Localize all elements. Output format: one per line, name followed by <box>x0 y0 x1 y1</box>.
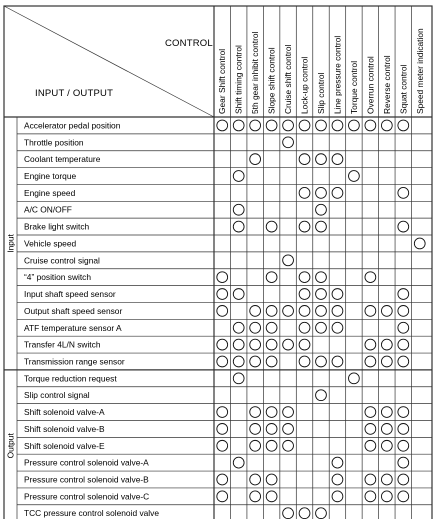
mark-circle <box>266 120 277 131</box>
column-header: Overrun control <box>365 56 376 114</box>
mark-circle <box>381 491 392 502</box>
mark-circle <box>365 120 376 131</box>
mark-circle <box>283 339 294 350</box>
mark-circle <box>283 440 294 451</box>
section-label: Output <box>5 433 16 459</box>
mark-circle <box>299 305 310 316</box>
mark-circle <box>299 508 310 519</box>
mark-circle <box>217 120 228 131</box>
column-header: Slip control <box>315 72 326 114</box>
mark-circle <box>316 322 327 333</box>
mark-circle <box>398 491 409 502</box>
mark-circle <box>365 491 376 502</box>
mark-circle <box>299 272 310 283</box>
mark-circle <box>349 171 360 182</box>
mark-circle <box>332 474 343 485</box>
mark-circle <box>365 339 376 350</box>
mark-circle <box>266 272 277 283</box>
row-label: Accelerator pedal position <box>24 120 121 131</box>
row-label: Transmission range sensor <box>24 356 125 367</box>
mark-circle <box>398 322 409 333</box>
row-label: Brake light switch <box>24 221 90 232</box>
mark-circle <box>398 221 409 232</box>
mark-circle <box>266 221 277 232</box>
mark-circle <box>283 137 294 148</box>
mark-circle <box>332 356 343 367</box>
mark-circle <box>381 474 392 485</box>
mark-circle <box>316 204 327 215</box>
row-label: Coolant temperature <box>24 154 101 165</box>
mark-circle <box>365 440 376 451</box>
column-header: Lock-up control <box>299 56 310 114</box>
mark-circle <box>233 171 244 182</box>
mark-circle <box>217 289 228 300</box>
control-header-label: CONTROL <box>165 38 213 49</box>
mark-circle <box>283 508 294 519</box>
mark-circle <box>316 154 327 165</box>
column-header: Line pressure control <box>332 35 343 114</box>
column-header: Speed meter indication <box>414 28 425 114</box>
mark-circle <box>299 339 310 350</box>
mark-circle <box>283 407 294 418</box>
mark-circle <box>365 474 376 485</box>
mark-circle <box>299 289 310 300</box>
mark-circle <box>217 272 228 283</box>
mark-circle <box>217 356 228 367</box>
mark-circle <box>250 305 261 316</box>
mark-circle <box>349 373 360 384</box>
mark-circle <box>217 424 228 435</box>
mark-circle <box>233 339 244 350</box>
mark-circle <box>217 339 228 350</box>
mark-circle <box>250 339 261 350</box>
row-label: Vehicle speed <box>24 238 77 249</box>
mark-circle <box>398 339 409 350</box>
row-label: Pressure control solenoid valve-B <box>24 474 149 485</box>
mark-circle <box>250 120 261 131</box>
mark-circle <box>250 356 261 367</box>
mark-circle <box>266 474 277 485</box>
mark-circle <box>316 272 327 283</box>
mark-circle <box>266 356 277 367</box>
column-header: 5th gear inhibit control <box>250 31 261 114</box>
row-label: ATF temperature sensor A <box>24 322 122 333</box>
mark-circle <box>250 491 261 502</box>
mark-circle <box>233 221 244 232</box>
mark-circle <box>332 322 343 333</box>
row-label: Shift solenoid valve-B <box>24 423 105 434</box>
mark-circle <box>217 407 228 418</box>
mark-circle <box>398 187 409 198</box>
row-label: A/C ON/OFF <box>24 204 72 215</box>
mark-circle <box>299 322 310 333</box>
mark-circle <box>299 187 310 198</box>
column-header: Reverse control <box>381 55 392 114</box>
mark-circle <box>299 356 310 367</box>
column-header: Gear Shift control <box>217 48 228 114</box>
mark-circle <box>381 440 392 451</box>
mark-circle <box>365 305 376 316</box>
mark-circle <box>233 373 244 384</box>
row-label: Throttle position <box>24 137 84 148</box>
mark-circle <box>233 322 244 333</box>
row-label: Slip control signal <box>24 390 90 401</box>
mark-circle <box>316 187 327 198</box>
mark-circle <box>283 120 294 131</box>
row-label: Output shaft speed sensor <box>24 305 123 316</box>
row-label: Pressure control solenoid valve-A <box>24 457 149 468</box>
mark-circle <box>398 457 409 468</box>
mark-circle <box>316 120 327 131</box>
mark-circle <box>398 289 409 300</box>
mark-circle <box>332 491 343 502</box>
row-label: TCC pressure control solenoid valve <box>24 508 159 519</box>
section-labels <box>6 233 16 458</box>
mark-circle <box>332 120 343 131</box>
mark-circle <box>316 390 327 401</box>
mark-circle <box>316 356 327 367</box>
mark-circle <box>299 154 310 165</box>
mark-circle <box>266 424 277 435</box>
mark-circle <box>233 204 244 215</box>
mark-circle <box>266 440 277 451</box>
mark-circle <box>398 407 409 418</box>
mark-circle <box>332 154 343 165</box>
row-label: “4” position switch <box>24 272 92 283</box>
mark-circle <box>332 187 343 198</box>
mark-circle <box>332 457 343 468</box>
mark-circle <box>233 289 244 300</box>
column-header: Cruise shift control <box>283 44 294 114</box>
mark-circle <box>250 440 261 451</box>
row-label: Input shaft speed sensor <box>24 289 116 300</box>
row-label: Shift solenoid valve-E <box>24 440 105 451</box>
mark-circle <box>250 322 261 333</box>
mark-circle <box>316 508 327 519</box>
mark-circle <box>266 305 277 316</box>
mark-circle <box>398 305 409 316</box>
column-header: Squat control <box>398 64 409 114</box>
mark-circle <box>250 424 261 435</box>
row-label: Engine speed <box>24 187 76 198</box>
row-label: Engine torque <box>24 171 77 182</box>
mark-circle <box>233 457 244 468</box>
row-label: Torque reduction request <box>24 373 117 384</box>
column-header: Slope shift control <box>266 47 277 114</box>
mark-circle <box>217 305 228 316</box>
mark-circle <box>217 440 228 451</box>
mark-circle <box>365 424 376 435</box>
mark-circle <box>398 424 409 435</box>
table-header <box>35 38 213 99</box>
mark-circle <box>349 120 360 131</box>
mark-circle <box>283 255 294 266</box>
mark-circle <box>381 120 392 131</box>
column-headers <box>217 28 425 114</box>
mark-circle <box>398 120 409 131</box>
mark-circle <box>332 305 343 316</box>
header-diagonal <box>4 6 214 117</box>
section-label: Input <box>5 234 16 253</box>
mark-circle <box>266 407 277 418</box>
mark-circle <box>365 272 376 283</box>
mark-circle <box>381 339 392 350</box>
mark-circle <box>316 221 327 232</box>
mark-circle <box>283 305 294 316</box>
mark-circle <box>250 154 261 165</box>
mark-circle <box>233 356 244 367</box>
mark-circle <box>299 120 310 131</box>
mark-circle <box>299 221 310 232</box>
row-label: Cruise control signal <box>24 255 100 266</box>
row-label: Pressure control solenoid valve-C <box>24 491 150 502</box>
mark-circle <box>381 356 392 367</box>
row-label: Shift solenoid valve-A <box>24 407 105 418</box>
mark-circle <box>316 289 327 300</box>
row-label: Transfer 4L/N switch <box>24 339 101 350</box>
mark-circle <box>217 474 228 485</box>
mark-circle <box>266 322 277 333</box>
mark-circle <box>283 424 294 435</box>
mark-circle <box>266 339 277 350</box>
mark-circle <box>381 305 392 316</box>
mark-circle <box>332 289 343 300</box>
mark-circle <box>266 491 277 502</box>
mark-circle <box>414 238 425 249</box>
mark-circle <box>365 407 376 418</box>
mark-circle <box>365 356 376 367</box>
mark-circle <box>316 305 327 316</box>
io-header-label: INPUT / OUTPUT <box>35 88 114 99</box>
mark-circle <box>250 474 261 485</box>
mark-circle <box>381 407 392 418</box>
mark-circle <box>398 440 409 451</box>
column-header: Torque control <box>348 60 359 114</box>
mark-circle <box>217 491 228 502</box>
column-header: Shift timing control <box>233 45 244 114</box>
mark-circle <box>250 407 261 418</box>
mark-circle <box>381 424 392 435</box>
mark-circle <box>233 120 244 131</box>
mark-circle <box>398 356 409 367</box>
mark-circle <box>398 474 409 485</box>
